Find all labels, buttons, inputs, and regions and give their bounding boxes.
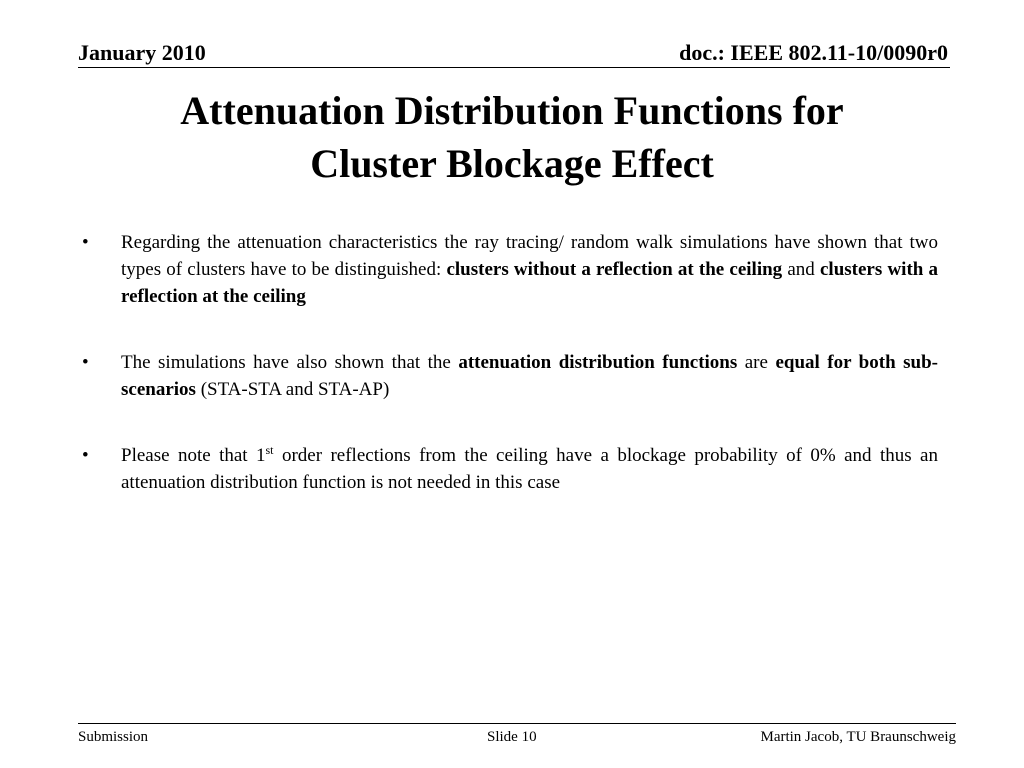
bullet-text-1 — [121, 229, 938, 310]
bullet-1-text-b: and — [782, 259, 820, 280]
bullet-item-2 — [82, 349, 938, 403]
slide-title-line-1: Attenuation Distribution Functions for — [180, 88, 844, 133]
footer-author: Martin Jacob, TU Braunschweig — [760, 729, 956, 745]
header-divider — [78, 67, 950, 68]
bullet-3-text-a: Please note that 1 — [121, 445, 266, 466]
bullet-2-text-a: The simulations have also shown that the — [121, 352, 459, 373]
bullet-2-bold-b: equal for both sub-scenarios — [121, 352, 938, 400]
bullet-1-bold-a: clusters without a reflection at the ceiling — [446, 259, 783, 280]
bullet-2-text-b: are — [737, 352, 776, 373]
footer-slide-number: Slide 10 — [487, 729, 537, 745]
bullet-icon: • — [82, 232, 89, 253]
bullet-3-superscript: st — [265, 443, 274, 457]
slide-title-line-2: Cluster Blockage Effect — [310, 141, 714, 186]
footer-submission: Submission — [78, 729, 149, 745]
bullet-text-2 — [121, 349, 938, 403]
bullet-icon: • — [82, 352, 89, 373]
slide-title — [60, 84, 964, 190]
bullet-2-bold-a: attenuation distribution functions — [458, 352, 738, 373]
bullet-text-3 — [121, 442, 938, 496]
bullet-2-text-c: (STA-STA and STA-AP) — [195, 379, 390, 400]
header-date: January 2010 — [78, 40, 206, 65]
bullet-item-1 — [82, 229, 938, 310]
bullet-icon: • — [82, 445, 89, 466]
bullet-1-bold-b: clusters with a reflection at the ceiling — [121, 259, 939, 307]
bullet-list — [82, 229, 938, 535]
bullet-3-text-b: order reflections from the ceiling have a blockage probability of 0% and thus an attenuation distribution function is not needed in this case — [121, 445, 938, 493]
footer-divider — [78, 723, 956, 724]
bullet-1-text-a: Regarding the attenuation characteristics the ray tracing/ random walk simulations have shown that two types of clusters have to be distinguished: — [121, 232, 938, 280]
bullet-item-3 — [82, 442, 938, 496]
header-doc-id: doc.: IEEE 802.11-10/0090r0 — [679, 40, 948, 65]
